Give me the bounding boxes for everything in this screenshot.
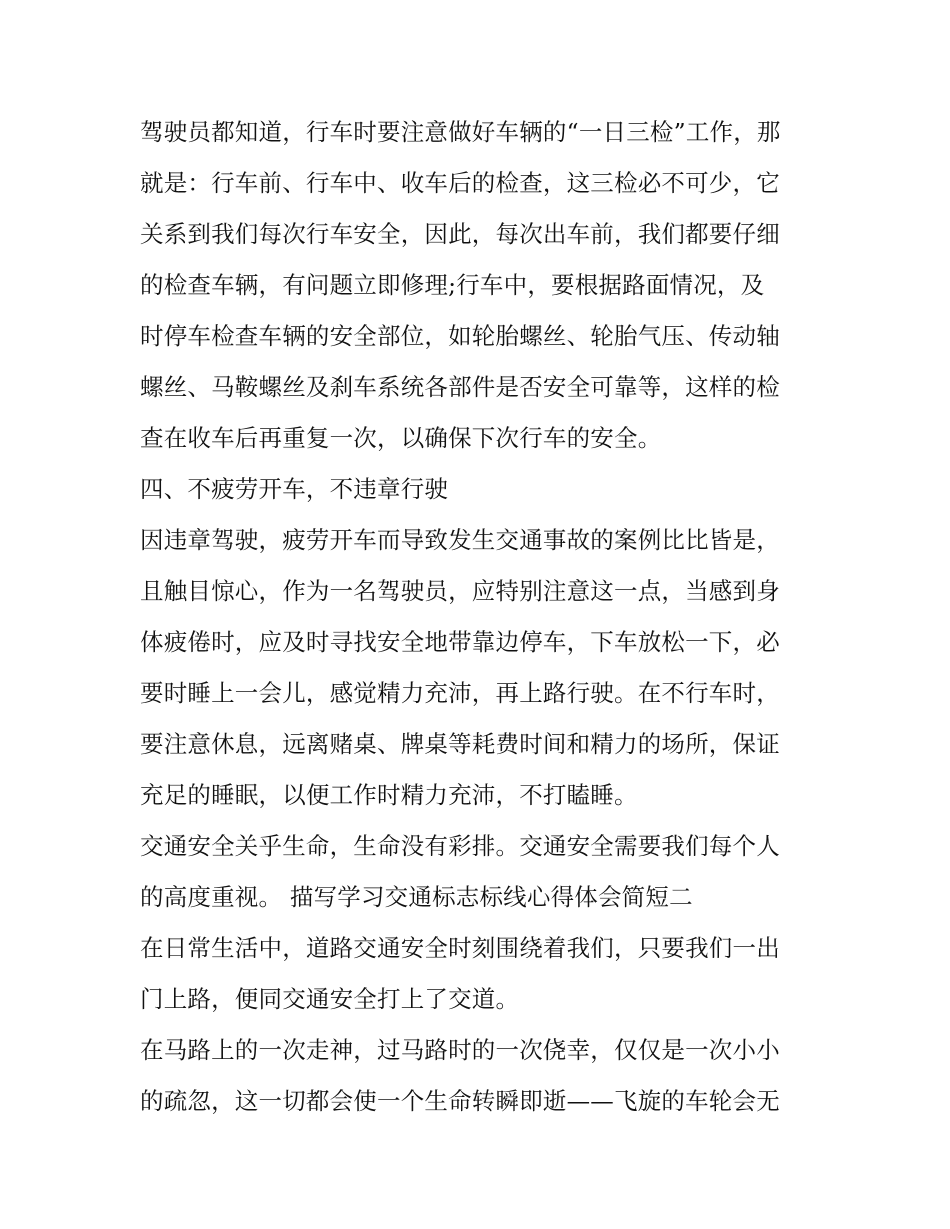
- text-line: 的高度重视。 描写学习交通标志标线心得体会简短二: [140, 883, 693, 911]
- text-line: 关系到我们每次行车安全，因此，每次出车前，我们都要仔细: [140, 220, 780, 248]
- text-line: 且触目惊心，作为一名驾驶员，应特别注意这一点，当感到身: [140, 577, 780, 605]
- text-line: 的疏忽，这一切都会使一个生命转瞬即逝——飞旋的车轮会无: [140, 1087, 780, 1115]
- text-line: 充足的睡眠，以便工作时精力充沛，不打瞌睡。: [140, 781, 638, 809]
- text-line: 查在收车后再重复一次，以确保下次行车的安全。: [140, 424, 662, 452]
- text-line: 要注意休息，远离赌桌、牌桌等耗费时间和精力的场所，保证: [140, 730, 780, 758]
- text-line: 就是：行车前、行车中、收车后的检查，这三检必不可少，它: [140, 169, 780, 197]
- text-line: 的检查车辆，有问题立即修理;行车中，要根据路面情况，及: [140, 271, 765, 299]
- text-line: 时停车检查车辆的安全部位，如轮胎螺丝、轮胎气压、传动轴: [140, 322, 780, 350]
- text-line: 螺丝、马鞍螺丝及刹车系统各部件是否安全可靠等，这样的检: [140, 373, 780, 401]
- text-line: 在马路上的一次走神，过马路时的一次侥幸，仅仅是一次小小: [140, 1036, 780, 1064]
- text-line: 要时睡上一会儿，感觉精力充沛，再上路行驶。在不行车时，: [140, 679, 780, 707]
- text-line: 交通安全关乎生命，生命没有彩排。交通安全需要我们每个人: [140, 832, 780, 860]
- text-line: 驾驶员都知道，行车时要注意做好车辆的“一日三检”工作，那: [140, 118, 781, 146]
- document-body: [140, 107, 820, 1127]
- text-line: 门上路，便同交通安全打上了交道。: [140, 985, 520, 1013]
- text-line: 因违章驾驶，疲劳开车而导致发生交通事故的案例比比皆是，: [140, 526, 780, 554]
- text-line: 体疲倦时，应及时寻找安全地带靠边停车，下车放松一下，必: [140, 628, 780, 656]
- text-line: 在日常生活中，道路交通安全时刻围绕着我们，只要我们一出: [140, 934, 780, 962]
- section-heading: 四、不疲劳开车，不违章行驶: [140, 475, 449, 503]
